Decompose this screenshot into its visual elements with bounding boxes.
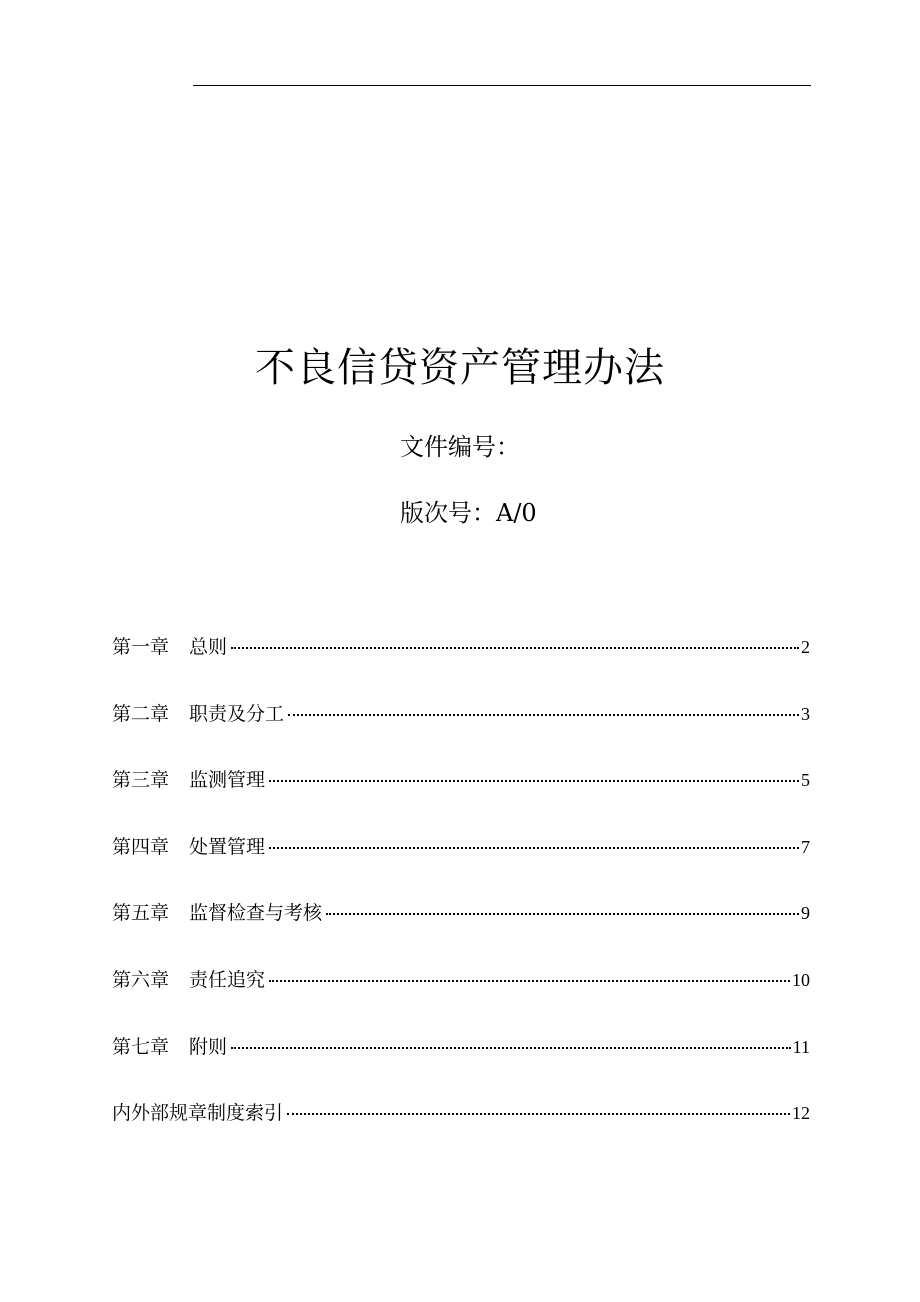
toc-chapter-number: 第四章 bbox=[112, 835, 170, 858]
toc-appendix-title: 内外部规章制度索引 bbox=[112, 1102, 284, 1125]
toc-chapter-number: 第七章 bbox=[112, 1035, 170, 1058]
toc-entry-5[interactable] bbox=[112, 896, 810, 963]
toc-dot-leader bbox=[231, 1047, 791, 1049]
toc-dot-leader bbox=[231, 647, 799, 649]
toc-dot-leader bbox=[326, 913, 799, 915]
toc-chapter-title: 处置管理 bbox=[189, 835, 266, 858]
document-title: 不良信贷资产管理办法 bbox=[255, 345, 665, 391]
toc-page-number: 9 bbox=[801, 903, 810, 924]
toc-page-number: 12 bbox=[792, 1103, 810, 1124]
version-label: 版次号：A/0 bbox=[400, 499, 537, 527]
toc-page-number: 3 bbox=[801, 703, 810, 724]
toc-dot-leader bbox=[269, 847, 799, 849]
toc-dot-leader bbox=[269, 980, 790, 982]
toc-entry-6[interactable] bbox=[112, 963, 810, 1030]
toc-chapter-number: 第一章 bbox=[112, 636, 170, 658]
toc-chapter-title: 监测管理 bbox=[189, 769, 266, 792]
table-of-contents bbox=[112, 630, 810, 1163]
toc-chapter-number: 第二章 bbox=[112, 702, 170, 725]
toc-entry-4[interactable] bbox=[112, 830, 810, 897]
header-rule bbox=[193, 85, 811, 86]
toc-dot-leader bbox=[287, 1113, 790, 1115]
toc-dot-leader bbox=[288, 714, 799, 716]
toc-entry-3[interactable] bbox=[112, 763, 810, 830]
toc-chapter-title: 职责及分工 bbox=[189, 702, 285, 725]
toc-chapter-title: 附则 bbox=[189, 1035, 228, 1058]
file-number-label: 文件编号： bbox=[400, 433, 520, 461]
toc-dot-leader bbox=[269, 780, 799, 782]
toc-page-number: 10 bbox=[792, 969, 810, 990]
toc-chapter-number: 第五章 bbox=[112, 902, 170, 925]
toc-page-number: 7 bbox=[801, 836, 810, 857]
toc-chapter-title: 总则 bbox=[189, 636, 228, 658]
toc-entry-index[interactable] bbox=[112, 1096, 810, 1163]
toc-page-number: 5 bbox=[801, 770, 810, 791]
toc-chapter-title: 责任追究 bbox=[189, 968, 266, 991]
toc-chapter-title: 监督检查与考核 bbox=[189, 902, 323, 925]
toc-chapter-number: 第三章 bbox=[112, 769, 170, 792]
toc-entry-1[interactable] bbox=[112, 630, 810, 697]
toc-page-number: 11 bbox=[792, 1036, 810, 1057]
toc-entry-2[interactable] bbox=[112, 697, 810, 764]
toc-chapter-number: 第六章 bbox=[112, 968, 170, 991]
toc-page-number: 2 bbox=[801, 637, 810, 657]
toc-entry-7[interactable] bbox=[112, 1030, 810, 1097]
